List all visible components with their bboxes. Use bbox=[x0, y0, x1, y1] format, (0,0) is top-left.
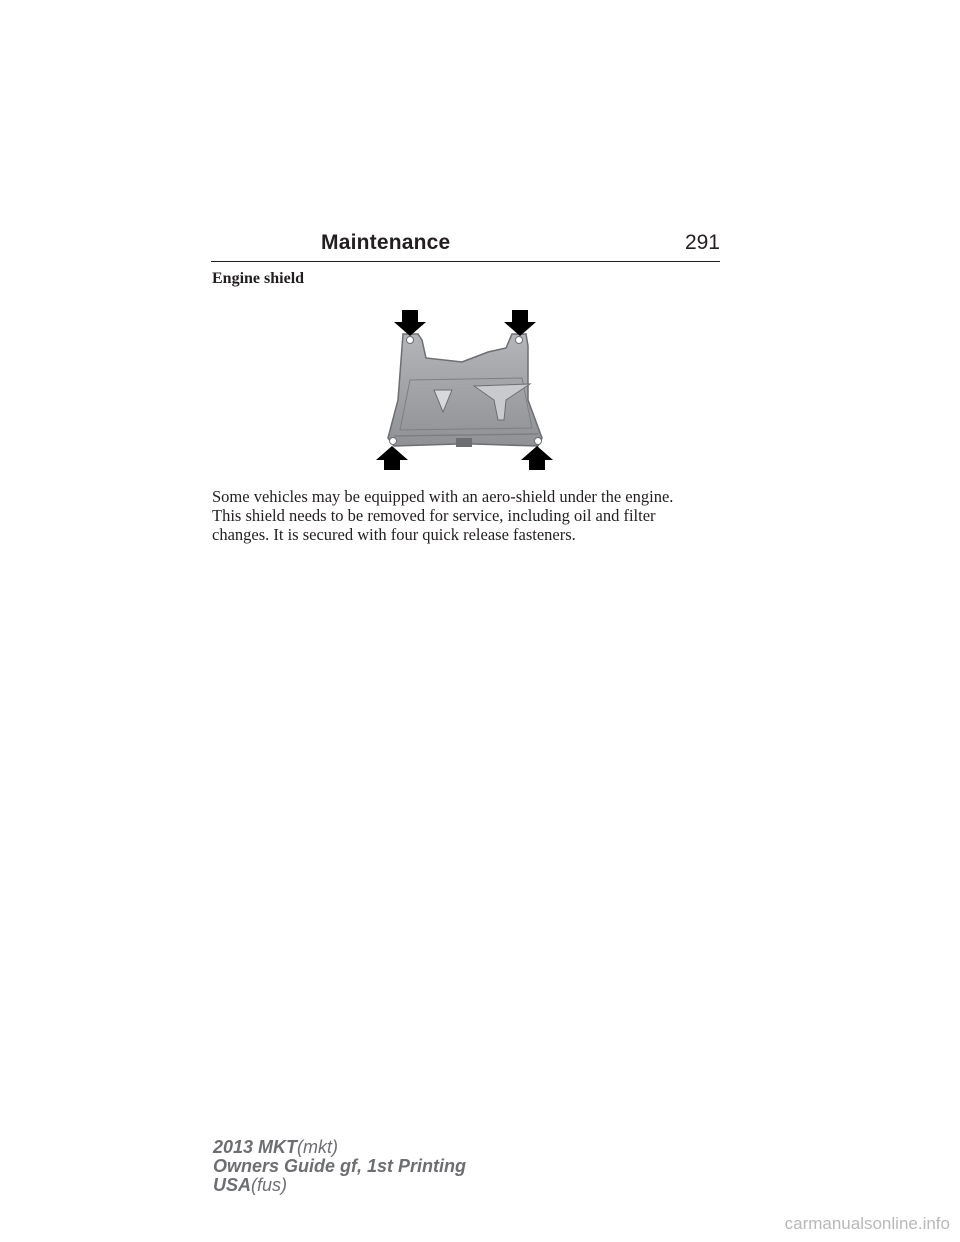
fastener-top-left bbox=[407, 337, 414, 344]
subheading: Engine shield bbox=[212, 270, 305, 287]
paragraph-line: changes. It is secured with four quick release fasteners. bbox=[212, 525, 576, 544]
fastener-bottom-right bbox=[535, 438, 542, 445]
footer-model: 2013 MKT bbox=[213, 1137, 298, 1157]
footer-line-1 bbox=[213, 1138, 466, 1157]
paragraph-line: This shield needs to be removed for service, including oil and filter bbox=[212, 506, 656, 525]
footer-region-code: (fus) bbox=[251, 1175, 288, 1195]
page-footer bbox=[213, 1138, 466, 1195]
up-arrow-icon bbox=[376, 446, 408, 470]
fastener-top-right bbox=[516, 337, 523, 344]
watermark: carmanualsonline.info bbox=[784, 1214, 950, 1233]
engine-shield-illustration bbox=[370, 300, 560, 478]
body-paragraph bbox=[212, 487, 722, 544]
fastener-bottom-left bbox=[390, 438, 397, 445]
footer-guide: Owners Guide gf, 1st Printing bbox=[213, 1156, 467, 1176]
engine-shield-figure bbox=[370, 300, 560, 478]
paragraph-line: Some vehicles may be equipped with an aero-shield under the engine. bbox=[212, 487, 674, 506]
page-header bbox=[211, 227, 720, 262]
footer-model-code: (mkt) bbox=[297, 1137, 339, 1157]
down-arrow-icon bbox=[394, 310, 426, 336]
section-title: Maintenance bbox=[321, 231, 451, 254]
footer-line-3 bbox=[213, 1176, 466, 1195]
footer-line-2 bbox=[213, 1157, 466, 1176]
page-number: 291 bbox=[684, 231, 720, 254]
down-arrow-icon bbox=[504, 310, 536, 336]
up-arrow-icon bbox=[521, 446, 553, 470]
shield-tab bbox=[456, 438, 472, 447]
footer-region: USA bbox=[213, 1175, 252, 1195]
